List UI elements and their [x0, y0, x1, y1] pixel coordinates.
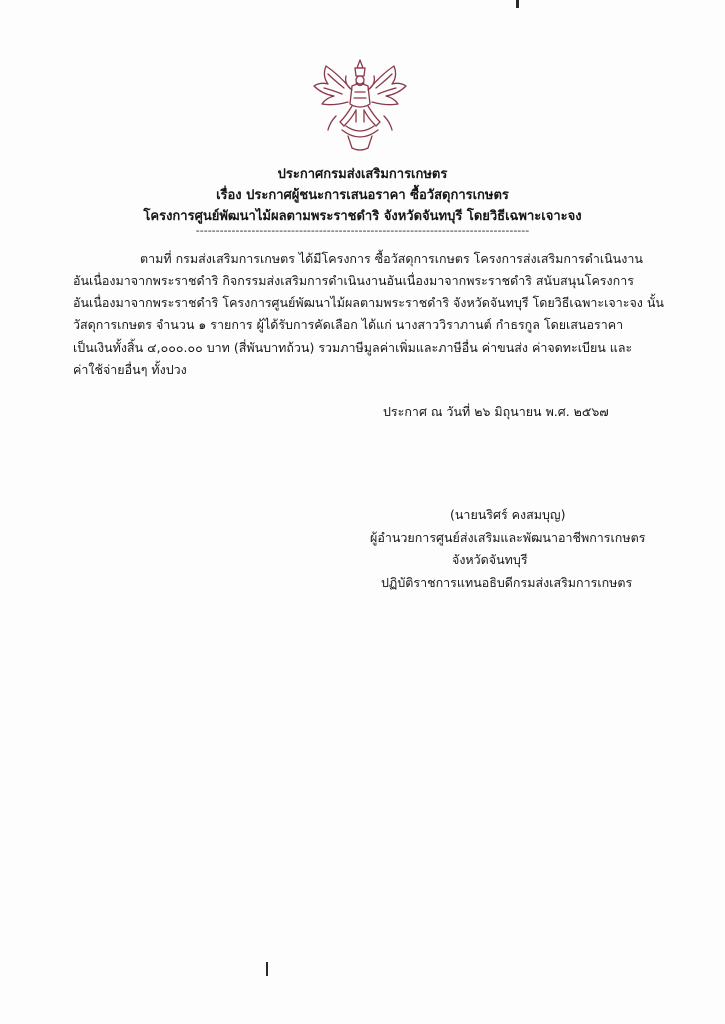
body-line: ตามที่ กรมส่งเสริมการเกษตร ได้มีโครงการ ซื้อวัสดุการเกษตร โครงการส่งเสริมการดำเนินงาน: [140, 251, 643, 266]
signer-position: ผู้อำนวยการศูนย์ส่งเสริมและพัฒนาอาชีพการเกษตร: [370, 530, 646, 545]
announcement-title: ประกาศกรมส่งเสริมการเกษตร: [277, 167, 448, 182]
announcement-subject: เรื่อง ประกาศผู้ชนะการเสนอราคา ซื้อวัสดุการเกษตร: [216, 188, 509, 203]
signer-province: จังหวัดจันทบุรี: [452, 552, 528, 567]
body-line: วัสดุการเกษตร จำนวน ๑ รายการ ผู้ได้รับการคัดเลือก ได้แก่ นางสาววิราภานต์ กำธรกูล โดยเสนอราคา: [73, 317, 624, 332]
body-line: อันเนื่องมาจากพระราชดำริ กิจกรรมส่งเสริมการดำเนินงานอันเนื่องมาจากพระราชดำริ สนับสนุนโครงการ: [73, 273, 634, 288]
signer-acting: ปฏิบัติราชการแทนอธิบดีกรมส่งเสริมการเกษตร: [381, 575, 633, 590]
garuda-emblem-icon: [300, 56, 420, 156]
signer-name: (นายนริศร์ คงสมบุญ): [450, 507, 566, 522]
announcement-date: ประกาศ ณ วันที่ ๒๖ มิถุนายน พ.ศ. ๒๕๖๗: [383, 404, 609, 419]
body-line: อันเนื่องมาจากพระราชดำริ โครงการศูนย์พัฒนาไม้ผลตามพระราชดำริ จังหวัดจันทบุรี โดยวิธีเฉพาะเจาะจง นั้น: [73, 295, 664, 310]
divider-line: ------------------------------------------------------------------------------------: [195, 224, 530, 237]
scan-mark: [266, 962, 268, 976]
body-line: ค่าใช้จ่ายอื่นๆ ทั้งปวง: [73, 362, 187, 377]
body-line: เป็นเงินทั้งสิ้น ๔,๐๐๐.๐๐ บาท (สี่พันบาทถ้วน) รวมภาษีมูลค่าเพิ่มและภาษีอื่น ค่าขนส่ง ค่าจดทะเบียน และ: [73, 340, 633, 355]
scan-mark: [516, 0, 519, 8]
announcement-project: โครงการศูนย์พัฒนาไม้ผลตามพระราชดำริ จังหวัดจันทบุรี โดยวิธีเฉพาะเจาะจง: [143, 209, 582, 224]
